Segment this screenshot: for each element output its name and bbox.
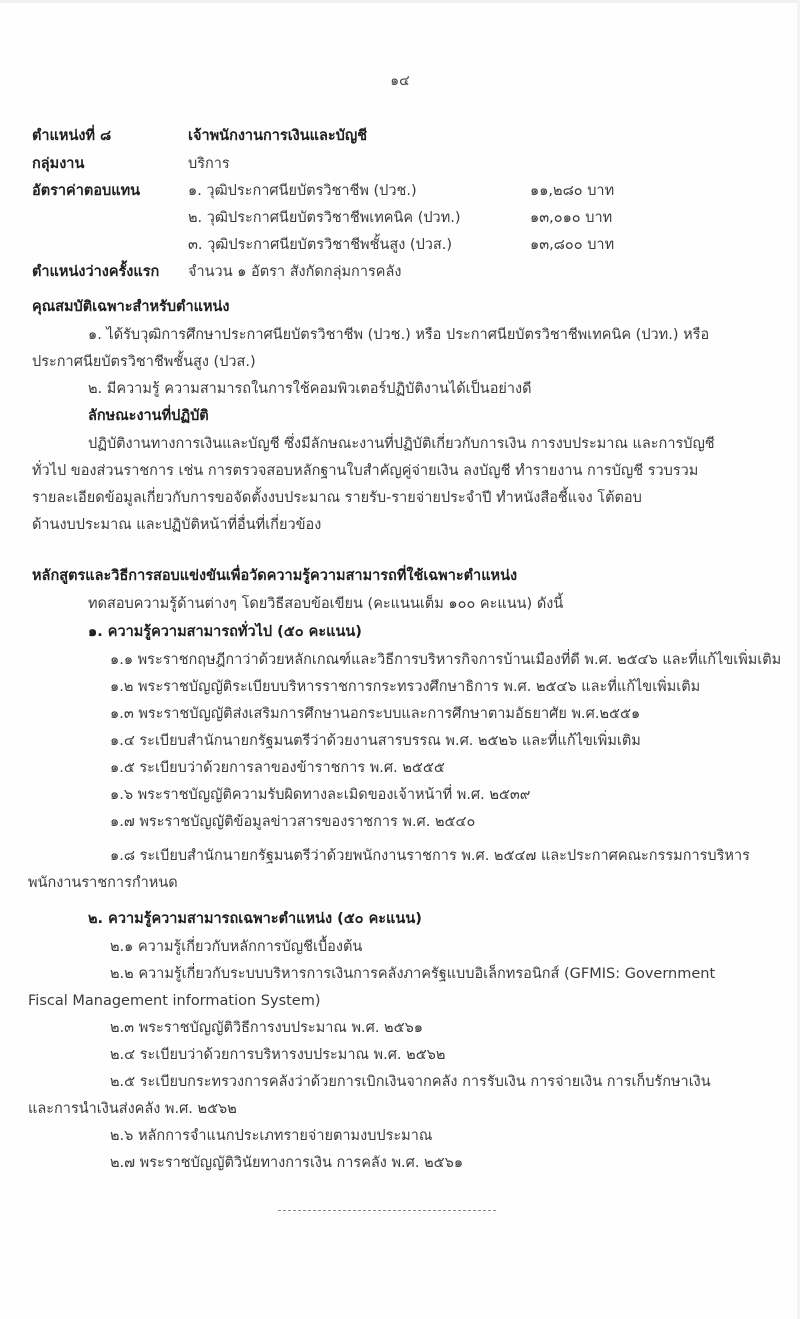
qualification-item: ๒. มีความรู้ ความสามารถในการใช้คอมพิวเตอร์ปฏิบัติงานได้เป็นอย่างดี [88,381,532,397]
qualification-item-cont: ประกาศนียบัตรวิชาชีพชั้นสูง (ปวส.) [32,354,256,370]
qualifications-heading: คุณสมบัติเฉพาะสำหรับตำแหน่ง [32,299,230,315]
exam-part2-item: ๒.๑ ความรู้เกี่ยวกับหลักการบัญชีเบื้องต้น [110,939,363,955]
exam-part1-item-cont: พนักงานราชการกำหนด [28,875,178,891]
exam-part1-item: ๑.๖ พระราชบัญญัติความรับผิดทางละเมิดของเจ้าหน้าที่ พ.ศ. ๒๕๓๙ [110,787,531,803]
exam-part1-item: ๑.๓ พระราชบัญญัติส่งเสริมการศึกษานอกระบบและการศึกษาตามอัธยาศัย พ.ศ.๒๕๕๑ [110,706,641,722]
exam-part2-item: ๒.๓ พระราชบัญญัติวิธีการงบประมาณ พ.ศ. ๒๕๖๑ [110,1020,423,1036]
page-number: ๑๔ [390,73,410,89]
duties-line: รายละเอียดข้อมูลเกี่ยวกับการขอจัดตั้งงบประมาณ รายรับ-รายจ่ายประจำปี ทำหนังสือชี้แจง โต้ตอบ [32,490,642,506]
exam-part1-item: ๑.๘ ระเบียบสำนักนายกรัฐมนตรีว่าด้วยพนักงานราชการ พ.ศ. ๒๕๔๗ และประกาศคณะกรรมการบริหาร [110,848,750,864]
exam-part1-heading: ๑. ความรู้ความสามารถทั่วไป (๕๐ คะแนน) [88,624,362,640]
page-edge [0,0,800,3]
pay-qualification: ๓. วุฒิประกาศนียบัตรวิชาชีพชั้นสูง (ปวส.) [188,237,453,253]
exam-part2-item: ๒.๕ ระเบียบกระทรวงการคลังว่าด้วยการเบิกเงินจากคลัง การรับเงิน การจ่ายเงิน การเก็บรักษาเงิน [110,1074,711,1090]
pay-amount: ๑๑,๒๘๐ บาท [530,183,615,199]
exam-part2-item: ๒.๒ ความรู้เกี่ยวกับระบบบริหารการเงินการคลังภาครัฐแบบอิเล็กทรอนิกส์ (GFMIS: Government [110,966,716,982]
duties-line: ทั่วไป ของส่วนราชการ เช่น การตรวจสอบหลักฐานใบสำคัญคู่จ่ายเงิน ลงบัญชี ทำรายงาน การบัญชี รวบรวม [32,463,699,479]
vacancy-value: จำนวน ๑ อัตรา สังกัดกลุ่มการคลัง [188,264,402,280]
exam-part2-heading: ๒. ความรู้ความสามารถเฉพาะตำแหน่ง (๕๐ คะแนน) [88,911,422,927]
pay-qualification: ๒. วุฒิประกาศนียบัตรวิชาชีพเทคนิค (ปวท.) [188,210,461,226]
exam-part2-item: ๒.๗ พระราชบัญญัติวินัยทางการเงิน การคลัง พ.ศ. ๒๕๖๑ [110,1155,464,1171]
exam-part2-item-cont: และการนำเงินส่งคลัง พ.ศ. ๒๕๖๒ [28,1101,237,1117]
duties-heading: ลักษณะงานที่ปฏิบัติ [88,408,209,424]
pay-qualification: ๑. วุฒิประกาศนียบัตรวิชาชีพ (ปวช.) [188,183,417,199]
exam-part1-item: ๑.๕ ระเบียบว่าด้วยการลาของข้าราชการ พ.ศ. ๒๕๕๕ [110,760,445,776]
pay-amount: ๑๓,๐๑๐ บาท [530,210,613,226]
exam-part1-item: ๑.๔ ระเบียบสำนักนายกรัฐมนตรีว่าด้วยงานสารบรรณ พ.ศ. ๒๕๒๖ และที่แก้ไขเพิ่มเติม [110,733,641,749]
group-value: บริการ [188,156,230,172]
exam-part1-item: ๑.๒ พระราชบัญญัติระเบียบบริหารราชการกระทรวงศึกษาธิการ พ.ศ. ๒๕๔๖ และที่แก้ไขเพิ่มเติม [110,679,701,695]
end-divider [278,1210,496,1211]
position-title: เจ้าพนักงานการเงินและบัญชี [188,128,368,144]
group-label: กลุ่มงาน [32,156,85,172]
exam-part2-item-cont: Fiscal Management information System) [28,993,321,1009]
position-label: ตำแหน่งที่ ๘ [32,128,112,144]
pay-label: อัตราค่าตอบแทน [32,183,141,199]
exam-part1-item: ๑.๑ พระราชกฤษฎีกาว่าด้วยหลักเกณฑ์และวิธีการบริหารกิจการบ้านเมืองที่ดี พ.ศ. ๒๕๔๖ และที่แก้ไขเพิ่มเติม [110,652,782,668]
exam-intro: ทดสอบความรู้ด้านต่างๆ โดยวิธีสอบข้อเขียน (คะแนนเต็ม ๑๐๐ คะแนน) ดังนี้ [88,596,564,612]
duties-line: ปฏิบัติงานทางการเงินและบัญชี ซึ่งมีลักษณะงานที่ปฏิบัติเกี่ยวกับการเงิน การงบประมาณ และการบัญชี [88,436,715,452]
exam-heading: หลักสูตรและวิธีการสอบแข่งขันเพื่อวัดความรู้ความสามารถที่ใช้เฉพาะตำแหน่ง [32,568,518,584]
duties-line: ด้านงบประมาณ และปฏิบัติหน้าที่อื่นที่เกี่ยวข้อง [32,517,322,533]
vacancy-label: ตำแหน่งว่างครั้งแรก [32,264,160,280]
exam-part2-item: ๒.๔ ระเบียบว่าด้วยการบริหารงบประมาณ พ.ศ. ๒๕๖๒ [110,1047,446,1063]
exam-part2-item: ๒.๖ หลักการจำแนกประเภทรายจ่ายตามงบประมาณ [110,1128,433,1144]
exam-part1-item: ๑.๗ พระราชบัญญัติข้อมูลข่าวสารของราชการ พ.ศ. ๒๕๔๐ [110,814,476,830]
qualification-item: ๑. ได้รับวุฒิการศึกษาประกาศนียบัตรวิชาชีพ (ปวช.) หรือ ประกาศนียบัตรวิชาชีพเทคนิค (ปวท.) หรือ [88,327,710,343]
pay-amount: ๑๓,๘๐๐ บาท [530,237,615,253]
